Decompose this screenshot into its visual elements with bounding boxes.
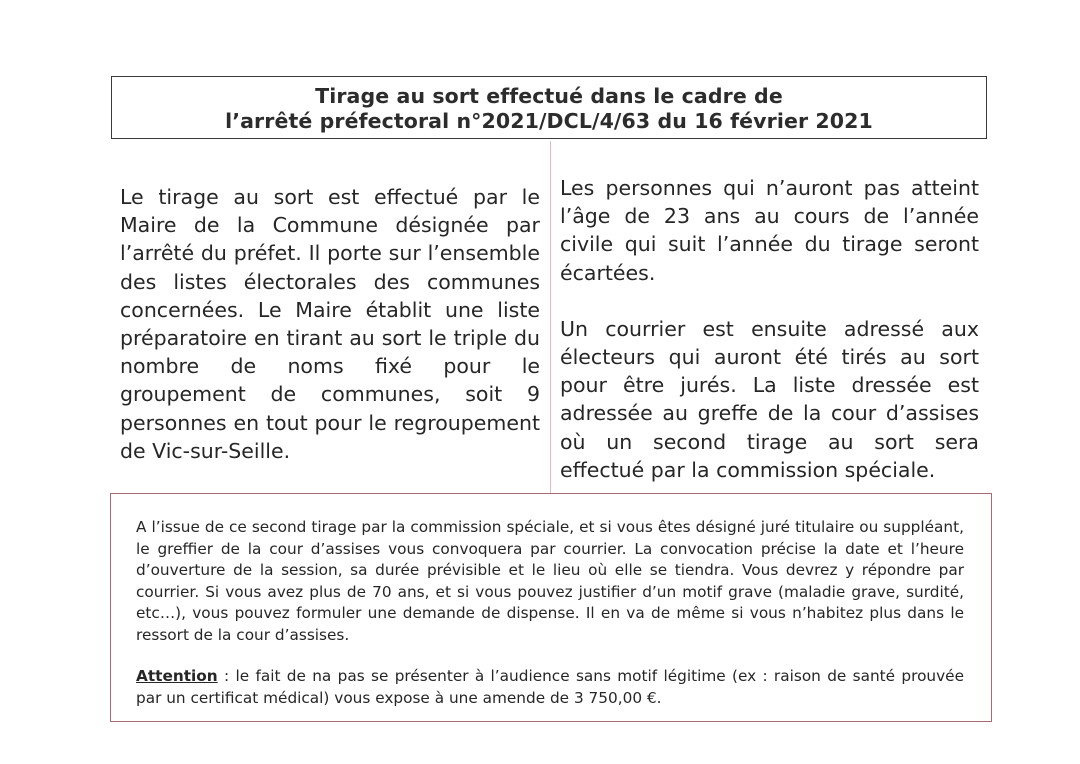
title-line-2: l’arrêté préfectoral n°2021/DCL/4/63 du 16 février 2021 <box>225 109 873 133</box>
notice-paragraph: A l’issue de ce second tirage par la commission spéciale, et si vous êtes désigné juré titulaire ou suppléant, le greffier de la cour d’assises vous convoquera par courrier. La convocation précise la date et l’heure d’ouverture de la session, sa durée prévisible et le lieu où elle se tiendra. Vous devrez y répondre par courrier. Si vous avez plus de 70 ans, et si vous pouvez justifier d’un motif grave (maladie grave, surdité, etc…), vous pouvez formuler une demande de dispense. Il en va de même si vous n’habitez plus dans le ressort de la cour d’assises. <box>136 518 964 644</box>
notice-text <box>136 517 964 709</box>
right-column-paragraph-1: Les personnes qui n’auront pas atteint l’âge de 23 ans au cours de l’année civile qui suit l’année du tirage seront écartées. <box>560 176 979 285</box>
right-column-paragraph-2: Un courrier est ensuite adressé aux électeurs qui auront été tirés au sort pour être jurés. La liste dressée est adressée au greffe de la cour d’assises où un second tirage au sort sera effectué par la commission spéciale. <box>560 316 979 482</box>
title-box <box>111 76 987 139</box>
column-divider <box>550 141 551 493</box>
left-column-paragraph: Le tirage au sort est effectué par le Maire de la Commune désignée par l’arrêté du préfet. Il porte sur l’ensemble des listes électorales des communes concernées. Le Maire établit une liste préparatoire en tirant au sort le triple du nombre de noms fixé pour le groupement de communes, soit 9 personnes en tout pour le regroupement de Vic-sur-Seille. <box>120 185 540 463</box>
attention-text: : le fait de na pas se présenter à l’audience sans motif légitime (ex : raison de santé prouvée par un certificat médical) vous expose à une amende de 3 750,00 €. <box>136 667 964 707</box>
attention-label: Attention <box>136 667 218 685</box>
attention-paragraph <box>136 666 964 709</box>
right-column <box>560 174 979 484</box>
left-column <box>120 183 540 465</box>
title-line-1: Tirage au sort effectué dans le cadre de <box>315 84 783 108</box>
